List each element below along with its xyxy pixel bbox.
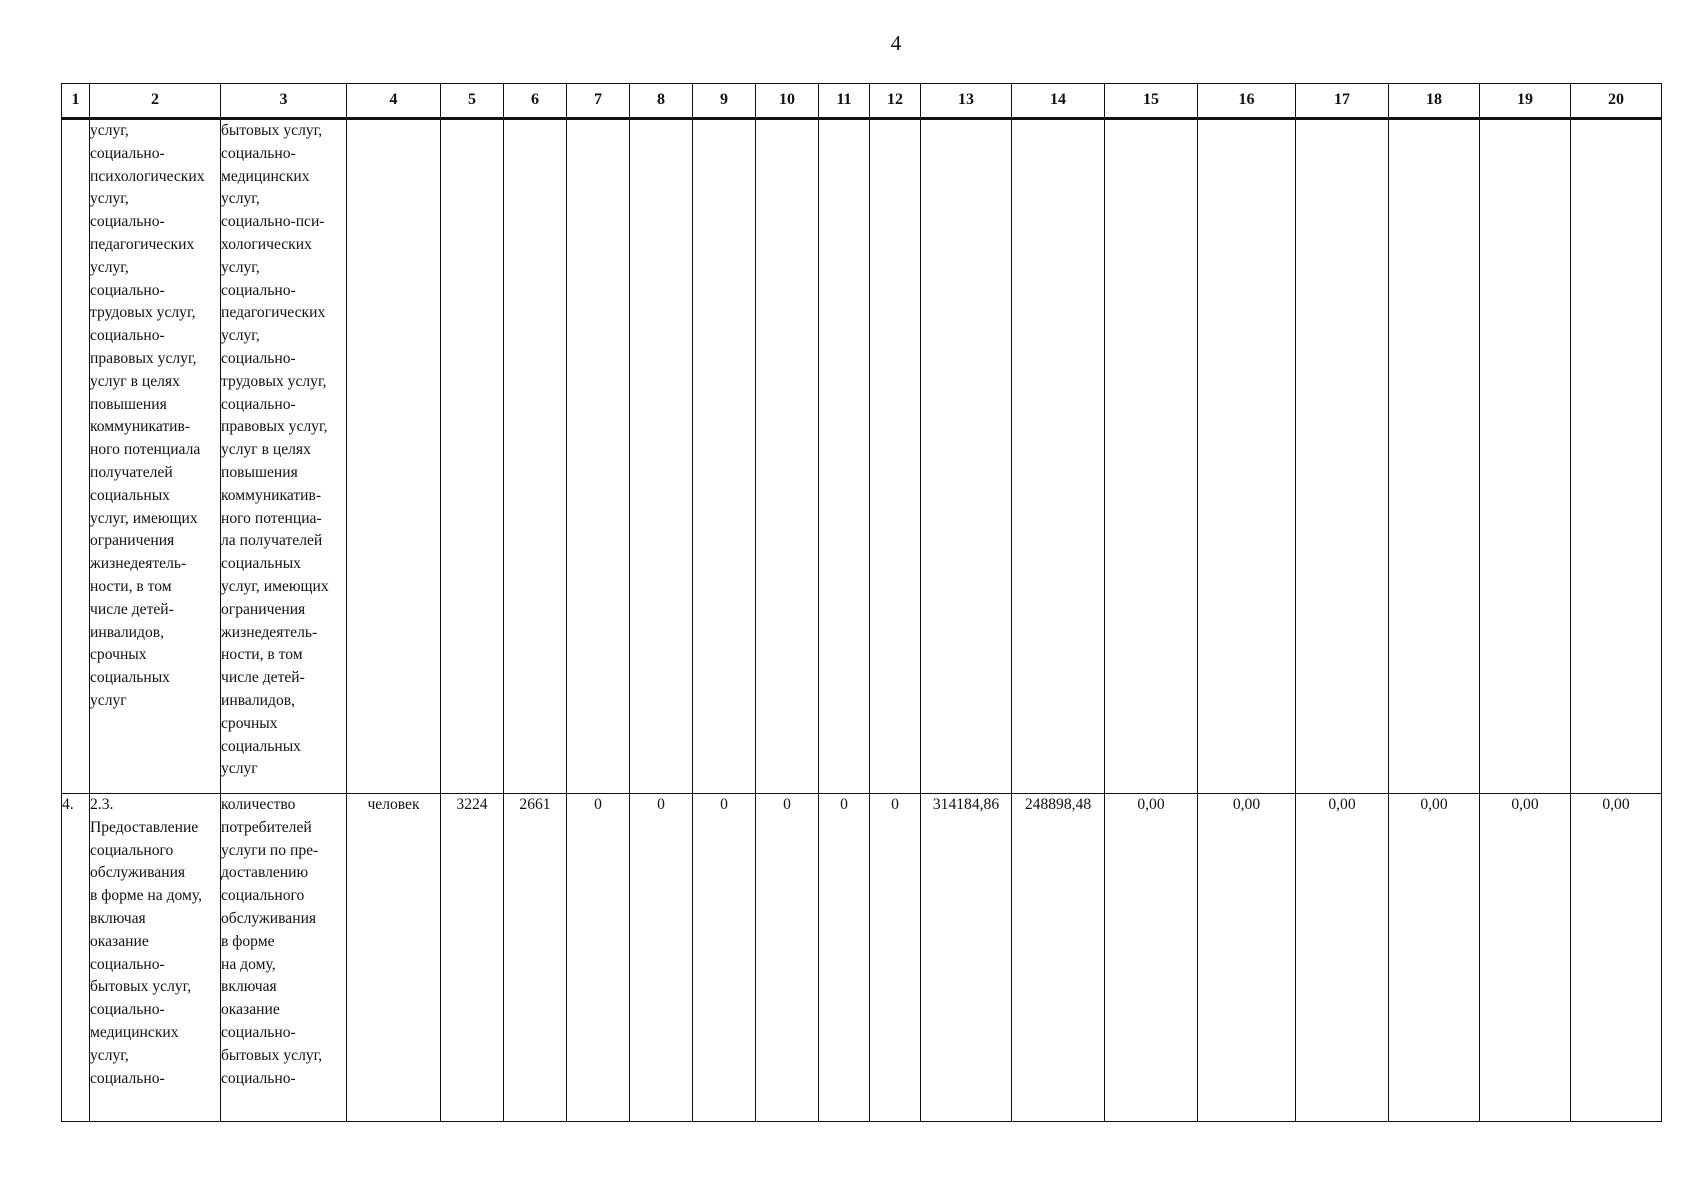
column-header: 15 (1105, 84, 1198, 119)
value-cell: 314184,86 (921, 794, 1012, 1122)
value-cell (1571, 119, 1662, 794)
column-header: 18 (1389, 84, 1480, 119)
value-cell: 3224 (441, 794, 504, 1122)
column-header: 10 (756, 84, 819, 119)
value-cell (1012, 119, 1105, 794)
indicator-name-cell: количество потребителей услуги по пре- доставлению социального обслуживания в форме на дому, включая оказание социально- бытовых услуг, социально- (221, 794, 347, 1122)
value-cell (819, 119, 870, 794)
value-cell: 0,00 (1480, 794, 1571, 1122)
indicator-name-cell: бытовых услуг, социально- медицинских услуг, социально-пси- хологических услуг, социально- педагогических услуг, социально- трудовых услуг, социально- правовых услуг, услуг в целях повышения коммуникатив- ного потенциа- ла получателей социальных услуг, имеющих ограничения жизнедеятель- ности, в том числе детей- инвалидов, срочных социальных услуг (221, 119, 347, 794)
value-cell (567, 119, 630, 794)
column-header: 6 (504, 84, 567, 119)
row-number-cell: 4. (62, 794, 90, 1122)
service-name-cell: услуг, социально- психологических услуг, социально- педагогических услуг, социально- трудовых услуг, социально- правовых услуг, услуг в целях повышения коммуникатив- ного потенциала получателей социальных услуг, имеющих ограничения жизнедеятель- ности, в том числе детей- инвалидов, срочных социальных услуг (90, 119, 221, 794)
unit-cell: человек (347, 794, 441, 1122)
row-number-cell (62, 119, 90, 794)
value-cell: 0 (819, 794, 870, 1122)
value-cell: 0 (870, 794, 921, 1122)
table-row (62, 119, 1662, 794)
column-header: 16 (1198, 84, 1296, 119)
value-cell: 0 (693, 794, 756, 1122)
unit-cell (347, 119, 441, 794)
column-header: 3 (221, 84, 347, 119)
column-header: 14 (1012, 84, 1105, 119)
value-cell (1389, 119, 1480, 794)
column-header: 5 (441, 84, 504, 119)
value-cell (870, 119, 921, 794)
value-cell: 0,00 (1296, 794, 1389, 1122)
value-cell (921, 119, 1012, 794)
service-name-cell: 2.3. Предоставление социального обслуживания в форме на дому, включая оказание социально- бытовых услуг, социально- медицинских услуг, социально- (90, 794, 221, 1122)
value-cell (504, 119, 567, 794)
value-cell: 0,00 (1198, 794, 1296, 1122)
column-header: 20 (1571, 84, 1662, 119)
value-cell (1198, 119, 1296, 794)
column-header: 1 (62, 84, 90, 119)
value-cell (756, 119, 819, 794)
column-header: 4 (347, 84, 441, 119)
table-row (62, 794, 1662, 1122)
column-header: 7 (567, 84, 630, 119)
column-header: 12 (870, 84, 921, 119)
column-header: 9 (693, 84, 756, 119)
page-number: 4 (890, 31, 902, 55)
value-cell: 0,00 (1389, 794, 1480, 1122)
column-header: 2 (90, 84, 221, 119)
column-header: 17 (1296, 84, 1389, 119)
value-cell (1105, 119, 1198, 794)
column-header: 8 (630, 84, 693, 119)
column-header: 11 (819, 84, 870, 119)
value-cell (1296, 119, 1389, 794)
column-header: 19 (1480, 84, 1571, 119)
data-table (61, 83, 1662, 1122)
value-cell: 2661 (504, 794, 567, 1122)
value-cell (630, 119, 693, 794)
table-header-row (62, 84, 1662, 119)
value-cell: 248898,48 (1012, 794, 1105, 1122)
column-header: 13 (921, 84, 1012, 119)
value-cell: 0 (630, 794, 693, 1122)
value-cell: 0 (567, 794, 630, 1122)
value-cell: 0,00 (1571, 794, 1662, 1122)
value-cell (1480, 119, 1571, 794)
value-cell (693, 119, 756, 794)
value-cell: 0,00 (1105, 794, 1198, 1122)
value-cell: 0 (756, 794, 819, 1122)
value-cell (441, 119, 504, 794)
